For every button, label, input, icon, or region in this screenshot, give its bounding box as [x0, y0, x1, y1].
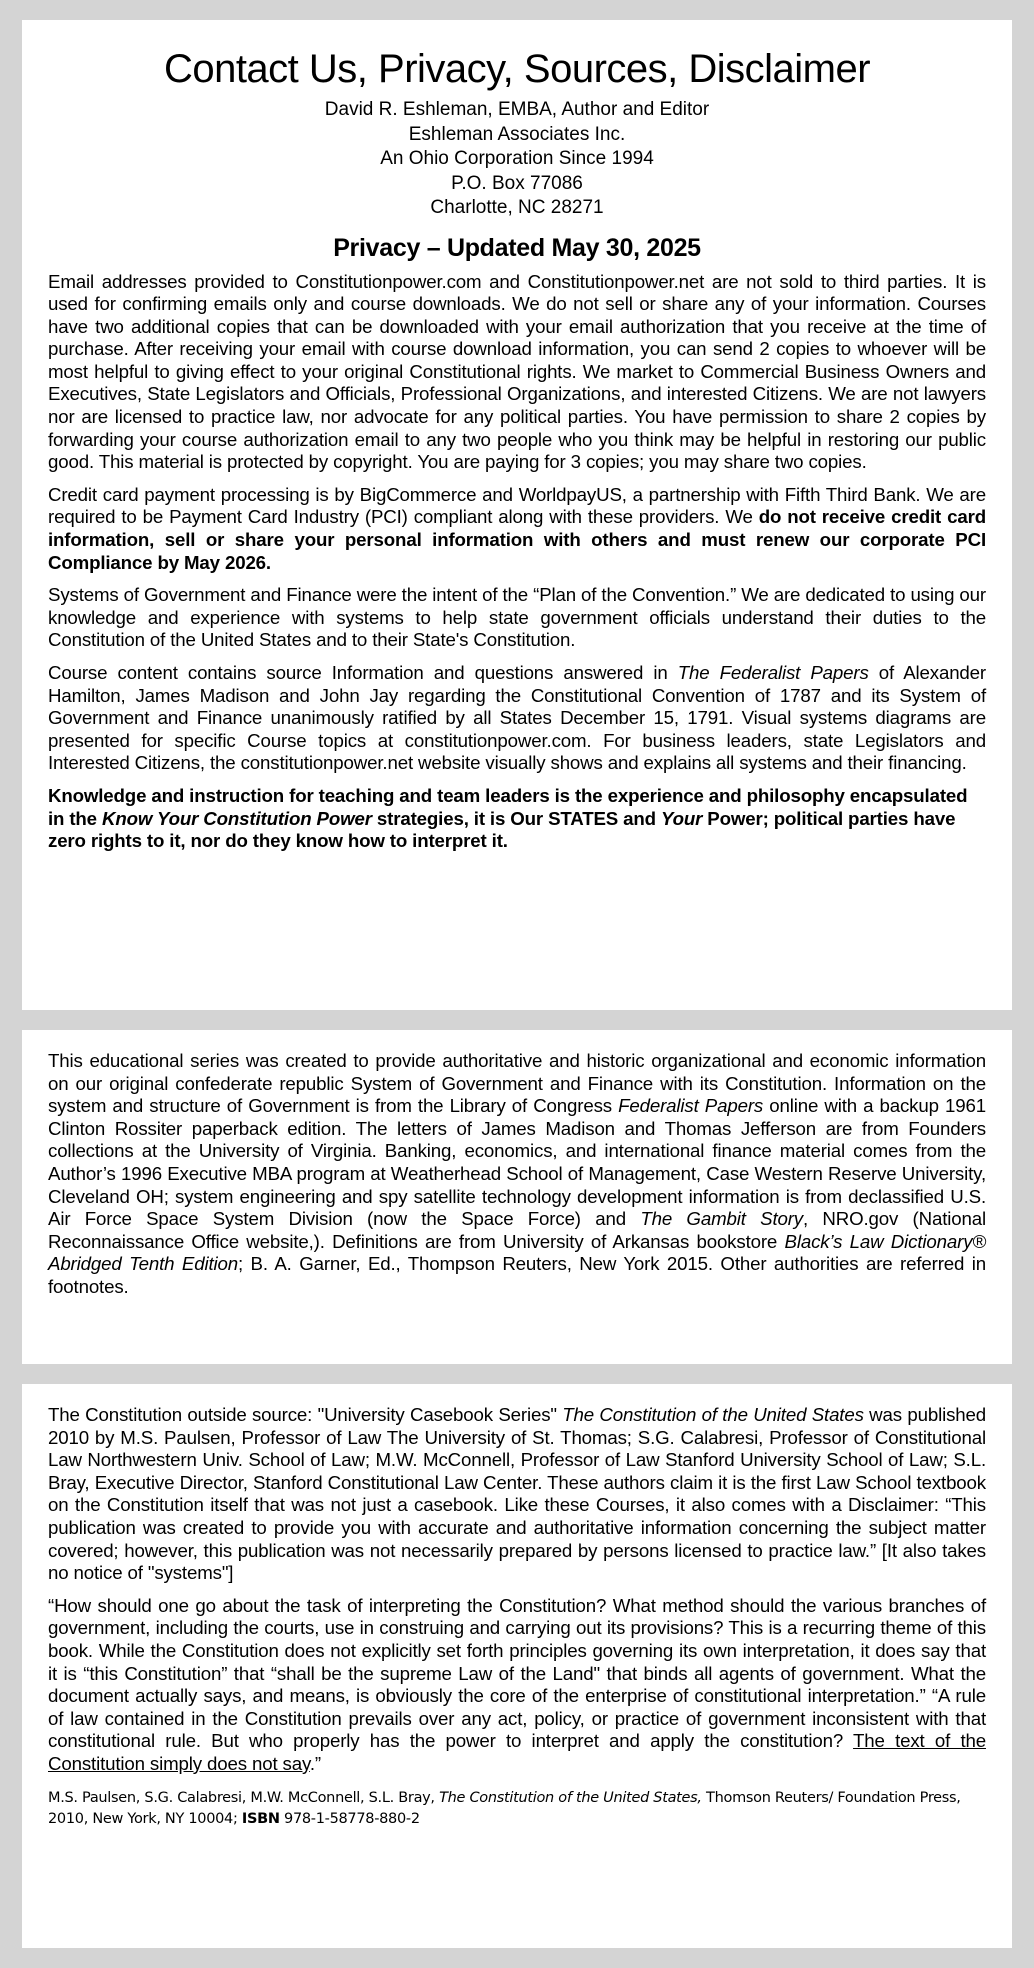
knowledge-text-b: strategies, it is Our STATES and [371, 807, 661, 829]
quote-underlined-text: The text of the Constitution simply does not say [48, 1730, 986, 1774]
knowledge-text-c: Power; political parties have zero rights to it, nor do they know how to interpret it. [48, 807, 956, 852]
sources-panel [22, 1030, 1012, 1364]
knowledge-text-a: Knowledge and instruction for teaching and team leaders is the experience and philosophy encapsulated in the [48, 784, 968, 829]
constitution-book-title: The Constitution of the United States [562, 1404, 864, 1425]
contact-address [48, 98, 986, 221]
privacy-paragraph-knowledge [48, 785, 986, 853]
gambit-story-title: The Gambit Story [640, 1208, 803, 1230]
disclaimer-panel [22, 1384, 1012, 1948]
citation-isbn-number: 978-1-58778-880-2 [279, 1810, 420, 1827]
address-line-company: Eshleman Associates Inc. [408, 123, 626, 145]
quote-text: “How should one go about the task of interpreting the Constitution? What method should the various branches of government, including the courts, use in construing and carrying out its provisions? This is a recurring theme of this book. While the Constitution does not explicitly set forth principles governing its own interpretation, it does say that it is “this Constitution” that “shall be the supreme Law of the Land" that binds all agents of government. What the document actually says, and means, is obviously the core of the enterprise of constitutional interpretation.” “A rule of law contained in the Constitution prevails over any act, policy, or practice of government inconsistent with that constitutional rule. But who properly has the power to interpret and apply the constitution? [48, 1594, 986, 1752]
address-line-city: Charlotte, NC 28271 [430, 197, 604, 218]
payment-text: Credit card payment processing is by BigCommerce and WorldpayUS, a partnership with Fifth Third Bank. We are required to be Payment Card Industry (PCI) compliant along with these providers. We [48, 483, 986, 528]
know-your-constitution-power-title: Know Your Constitution Power [101, 807, 372, 829]
address-line-pobox: P.O. Box 77086 [451, 172, 583, 194]
citation-authors: M.S. Paulsen, S.G. Calabresi, M.W. McConnell, S.L. Bray, [48, 1789, 440, 1806]
page-title: Contact Us, Privacy, Sources, Disclaimer [163, 47, 871, 91]
federalist-papers-title: Federalist Papers [618, 1095, 764, 1117]
federalist-papers-title: The Federalist Papers [677, 662, 869, 683]
blacks-law-dictionary-title: Black’s Law Dictionary® Abridged Tenth Edition [48, 1230, 987, 1275]
course-text-b: of Alexander Hamilton, James Madison and John Jay regarding the Constitutional Convention of 1787 and its System of Government and Finance unanimously ratified by all States December 15, 1791. Visual systems diagrams are presented for specific Course topics at constitutionpower.com. For business leaders, state Legislators and Interested Citizens, the constitutionpower.net website visually shows and explains all systems and their financing. [48, 662, 986, 774]
address-line-author: David R. Eshleman, EMBA, Author and Editor [324, 99, 710, 120]
sources-paragraph [48, 1050, 986, 1299]
citation-publisher: Thomson Reuters/ Foundation Press, 2010, New York, NY 10004; [48, 1789, 961, 1827]
privacy-paragraph-payment [48, 484, 986, 574]
quote-end: .” [309, 1752, 321, 1774]
privacy-paragraph-systems: Systems of Government and Finance were the intent of the “Plan of the Convention.” We are dedicated to using our knowledge and experience with systems to help state government officials understand their duties to the Constitution of the United States and to their State's Constitution. [48, 584, 986, 651]
disclaimer-quote [48, 1595, 986, 1776]
privacy-paragraph-email: Email addresses provided to Constitutionpower.com and Constitutionpower.net are not sold to third parties. It is used for confirming emails only and course downloads. We do not sell or share any of your information. Courses have two additional copies that can be downloaded with your email authorization that you receive at the time of purchase. After receiving your email with course download information, you can send 2 copies to whoever will be most helpful to giving effect to your original Constitutional rights. We market to Commercial Business Owners and Executives, State Legislators and Officials, Professional Organizations, and interested Citizens. We are not lawyers nor are licensed to practice law, nor advocate for any political parties. You have permission to share 2 copies by forwarding your course authorization email to any two people who you think may be helpful in restoring our public good. This material is protected by copyright. You are paying for 3 copies; you may share two copies. [48, 270, 986, 473]
privacy-paragraph-course-content [48, 662, 986, 775]
citation-isbn-label: ISBN [241, 1810, 280, 1827]
course-text-a: Course content contains source Information and questions answered in [48, 662, 678, 683]
address-line-corporation: An Ohio Corporation Since 1994 [380, 148, 654, 169]
disclaimer-text-a: The Constitution outside source: "University Casebook Series" [48, 1404, 563, 1425]
disclaimer-text-b: was published 2010 by M.S. Paulsen, Professor of Law The University of St. Thomas; S.G. Calabresi, Professor of Constitutional Law Northwestern Univ. School of Law; M.W. McConnell, Professor of Law Stanford University School of Law; S.L. Bray, Executive Director, Stanford Constitutional Law Center. These authors claim it is the first Law School textbook on the Constitution itself that was not just a casebook. Like these Courses, it also comes with a Disclaimer: “This publication was created to provide you with accurate and authoritative information concerning the subject matter covered; however, this publication was not necessarily prepared by persons licensed to practice law.” [It also takes no notice of "systems"] [48, 1404, 986, 1584]
sources-text-b: online with a backup 1961 Clinton Rossiter paperback edition. The letters of James Madison and Thomas Jefferson are from Founders collections at the University of Virginia. Banking, economics, and international finance material comes from the Author’s 1996 Executive MBA program at Weatherhead School of Management, Case Western Reserve University, Cleveland OH; system engineering and spy satellite technology development information is from declassified U.S. Air Force Space System Division (now the Space Force) and [48, 1095, 986, 1230]
sources-text-c: , NRO.gov (National Reconnaissance Office website,). Definitions are from University of Arkansas bookstore [48, 1208, 986, 1252]
sources-text-d: ; B. A. Garner, Ed., Thompson Reuters, New York 2015. Other authorities are referred in footnotes. [48, 1253, 986, 1297]
disclaimer-paragraph [48, 1404, 986, 1585]
payment-text-bold: do not receive credit card information, sell or share your personal information with others and must renew our corporate PCI Compliance by May 2026. [48, 506, 986, 573]
citation-title: The Constitution of the United States, [439, 1789, 702, 1806]
book-citation [48, 1788, 986, 1830]
sources-text-a: This educational series was created to provide authoritative and historic organizational and economic information on our original confederate republic System of Government and Finance with its Constitution. Information on the system and structure of Government is from the Library of Congress [48, 1050, 986, 1117]
privacy-heading: Privacy – Updated May 30, 2025 [333, 233, 701, 262]
contact-privacy-panel [22, 20, 1012, 1010]
your-emphasis: Your [660, 807, 703, 829]
